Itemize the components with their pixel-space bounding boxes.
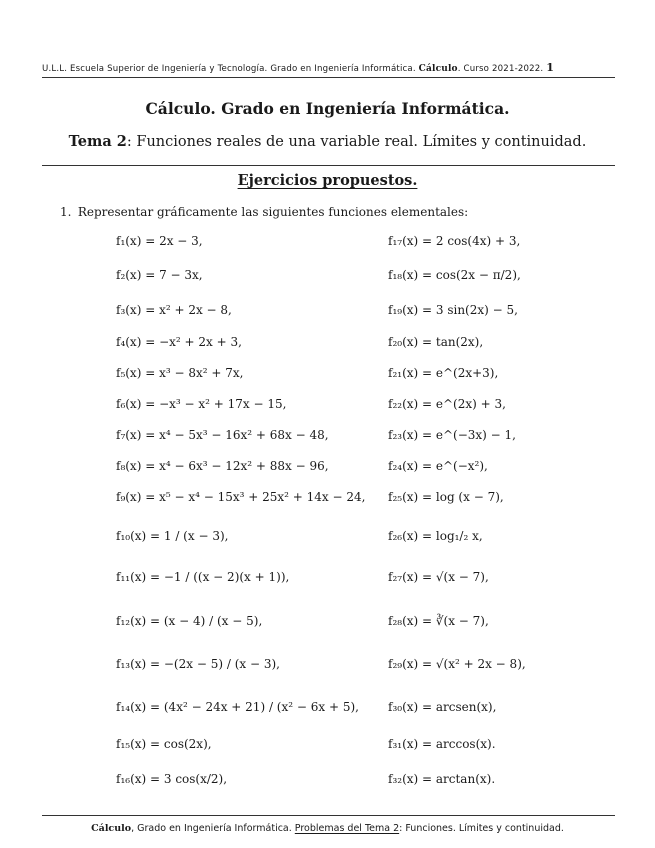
footer-rule <box>42 815 615 816</box>
function-5: f₅(x) = x³ − 8x² + 7x, <box>116 366 244 380</box>
footer-bold: Cálculo <box>91 823 132 834</box>
exercise-item <box>60 205 468 219</box>
title-rule <box>42 165 615 166</box>
function-3: f₃(x) = x² + 2x − 8, <box>116 303 232 317</box>
function-9: f₉(x) = x⁵ − x⁴ − 15x³ + 25x² + 14x − 24, <box>116 490 366 504</box>
function-24: f₂₄(x) = e^(−x²), <box>388 459 488 473</box>
subtitle-topic: Tema 2 <box>68 133 127 150</box>
function-19: f₁₉(x) = 3 sin(2x) − 5, <box>388 303 518 317</box>
function-2: f₂(x) = 7 − 3x, <box>116 268 203 282</box>
function-26: f₂₆(x) = log₁/₂ x, <box>388 529 483 543</box>
page-title: Cálculo. Grado en Ingeniería Informática. <box>145 99 510 118</box>
header-rule <box>42 77 615 78</box>
footer-text2: : Funciones. Límites y continuidad. <box>399 823 564 834</box>
function-8: f₈(x) = x⁴ − 6x³ − 12x² + 88x − 96, <box>116 459 329 473</box>
function-7: f₇(x) = x⁴ − 5x³ − 16x² + 68x − 48, <box>116 428 329 442</box>
header-rest: . Curso 2021-2022. <box>457 64 544 74</box>
function-28: f₂₈(x) = ∛(x − 7), <box>388 614 489 628</box>
function-25: f₂₅(x) = log (x − 7), <box>388 490 504 504</box>
function-10: f₁₀(x) = 1 / (x − 3), <box>116 529 229 543</box>
exercise-number: 1. <box>60 205 72 219</box>
function-30: f₃₀(x) = arcsen(x), <box>388 700 497 714</box>
exercise-text: Representar gráficamente las siguientes funciones elementales: <box>77 205 469 219</box>
function-11: f₁₁(x) = −1 / ((x − 2)(x + 1)), <box>116 570 290 584</box>
function-23: f₂₃(x) = e^(−3x) − 1, <box>388 428 516 442</box>
function-4: f₄(x) = −x² + 2x + 3, <box>116 335 242 349</box>
header-text: U.L.L. Escuela Superior de Ingeniería y Tecnología. Grado en Ingeniería Informática. <box>42 64 419 74</box>
section-heading <box>0 172 655 189</box>
footer-text1: , Grado en Ingeniería Informática. <box>131 823 295 834</box>
function-14: f₁₄(x) = (4x² − 24x + 21) / (x² − 6x + 5), <box>116 700 359 714</box>
function-21: f₂₁(x) = e^(2x+3), <box>388 366 499 380</box>
function-16: f₁₆(x) = 3 cos(x/2), <box>116 772 228 786</box>
function-17: f₁₇(x) = 2 cos(4x) + 3, <box>388 234 521 248</box>
subtitle-text: : Funciones reales de una variable real. Límites y continuidad. <box>126 134 587 150</box>
footer-link[interactable]: Problemas del Tema 2 <box>294 823 400 834</box>
header-bold: Cálculo <box>418 64 458 74</box>
function-6: f₆(x) = −x³ − x² + 17x − 15, <box>116 397 287 411</box>
function-29: f₂₉(x) = √(x² + 2x − 8), <box>388 657 526 671</box>
function-15: f₁₅(x) = cos(2x), <box>116 737 212 751</box>
page-footer <box>0 823 655 834</box>
function-1: f₁(x) = 2x − 3, <box>116 234 203 248</box>
function-22: f₂₂(x) = e^(2x) + 3, <box>388 397 506 411</box>
function-13: f₁₃(x) = −(2x − 5) / (x − 3), <box>116 657 280 671</box>
page-subtitle <box>0 133 655 150</box>
page-number: 1 <box>546 61 555 74</box>
function-27: f₂₇(x) = √(x − 7), <box>388 570 489 584</box>
function-18: f₁₈(x) = cos(2x − π/2), <box>388 268 521 282</box>
section-heading-text: Ejercicios propuestos. <box>237 172 418 189</box>
function-12: f₁₂(x) = (x − 4) / (x − 5), <box>116 614 263 628</box>
function-20: f₂₀(x) = tan(2x), <box>388 335 484 349</box>
function-31: f₃₁(x) = arccos(x). <box>388 737 496 751</box>
function-32: f₃₂(x) = arctan(x). <box>388 772 496 786</box>
page-header <box>42 61 615 74</box>
